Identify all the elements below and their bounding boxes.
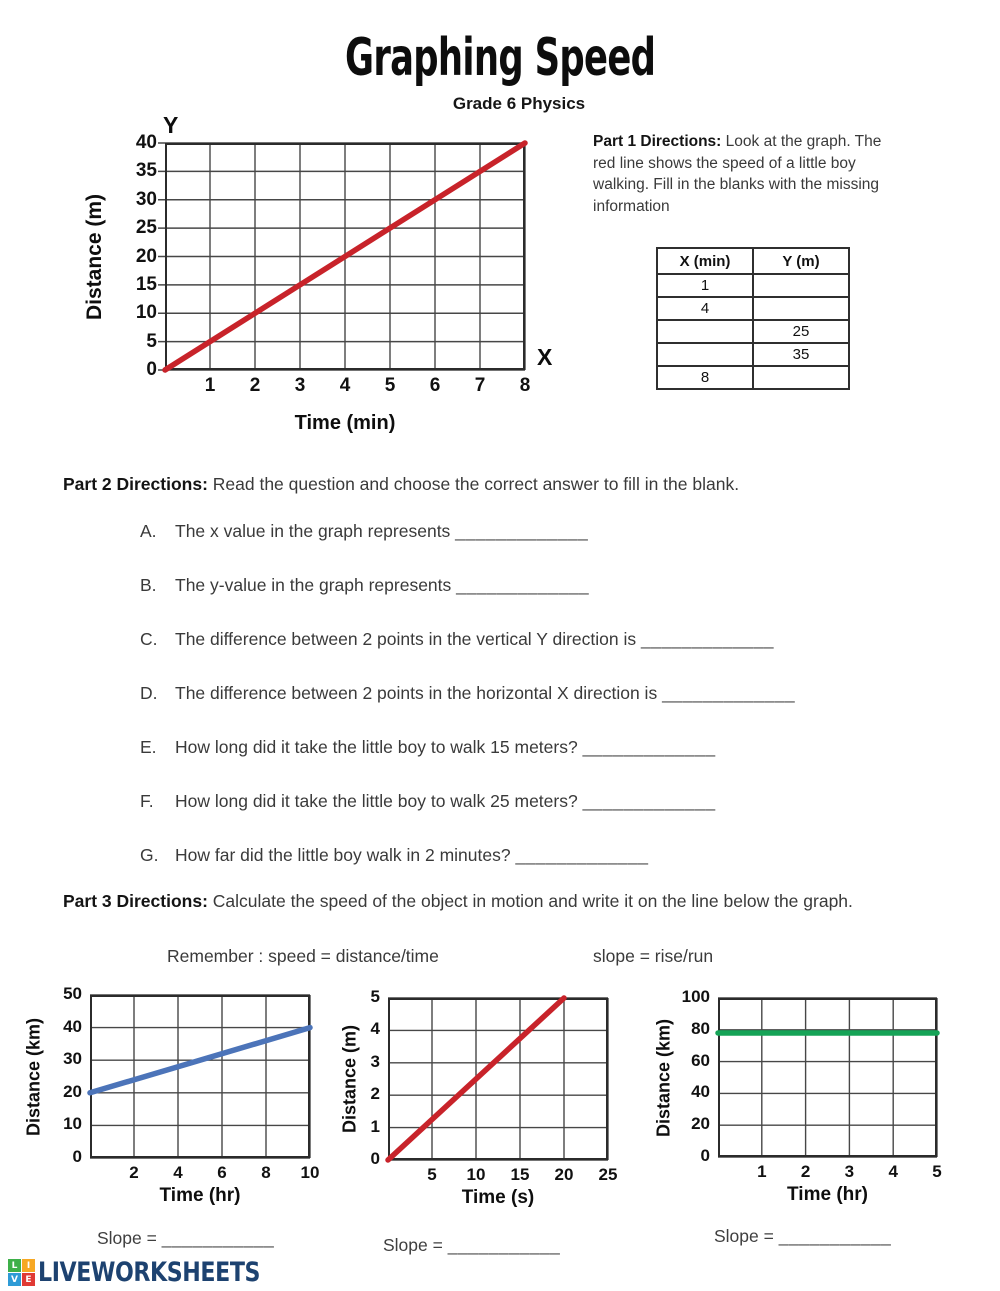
answer-blank[interactable]: _____________ [582,791,716,811]
logo-tile-e: E [22,1273,35,1286]
chart-grid [718,998,937,1157]
part2-body: Read the question and choose the correct answer to fill in the blank. [207,474,740,494]
y-tick-label: 0 [370,1149,380,1168]
question-letter: D. [140,683,158,703]
chart-a-x-axis-label: Time (hr) [159,1185,241,1206]
slope-a-prefix: Slope = [97,1228,157,1248]
question-text: The difference between 2 points in the horizontal X direction is _____________ [175,683,796,703]
y-tick-label: 20 [691,1114,710,1134]
question-row-d [140,683,960,704]
x-tick-label: 10 [466,1165,486,1184]
table-cell: 35 [753,343,849,366]
table-cell-blank[interactable] [753,274,849,297]
logo-tile-v: V [8,1273,21,1286]
x-tick-label: 7 [474,375,486,396]
y-tick-label: 0 [72,1147,82,1166]
y-tick-label: 4 [370,1019,380,1039]
slope-b-blank[interactable]: ___________ [447,1235,561,1255]
x-tick-label: 25 [598,1165,618,1184]
y-tick-label: 1 [370,1116,380,1136]
y-tick-label: 2 [370,1084,380,1104]
part2-questions [140,521,960,899]
y-tick-label: 40 [691,1082,710,1102]
y-tick-label: 30 [63,1049,82,1069]
chart-blue-distance-time [23,984,320,1206]
question-letter: F. [140,791,154,811]
liveworksheets-logo [8,1257,309,1288]
x-tick-label: 1 [204,375,216,396]
question-row-e [140,737,960,758]
x-tick-label: 10 [300,1163,320,1182]
y-tick-label: 0 [146,359,157,380]
slope-a-blank[interactable]: ___________ [161,1228,275,1248]
chart-green-distance-time [653,987,942,1205]
question-text: The difference between 2 points in the vertical Y direction is _____________ [175,629,775,649]
question-row-a [140,521,960,542]
x-tick-label: 3 [844,1162,855,1181]
table-cell-blank[interactable] [657,320,753,343]
chart-b-y-axis-label: Distance (m) [339,1024,360,1134]
x-tick-label: 5 [427,1165,437,1184]
question-letter: C. [140,629,158,649]
question-row-c [140,629,960,650]
x-tick-label: 1 [757,1162,767,1181]
main-distance-time-chart [83,112,553,434]
chart-grid [165,143,525,370]
answer-blank[interactable]: _____________ [662,683,796,703]
slope-answer-b [383,1235,560,1256]
slope-formula: slope = rise/run [593,946,714,966]
x-tick-label: 3 [294,375,306,396]
answer-blank[interactable]: _____________ [515,845,649,865]
chart-red-distance-time [339,987,618,1208]
table-row [657,320,849,343]
part1-table-body [657,274,849,389]
slope-answer-c [714,1226,891,1247]
slope-b-prefix: Slope = [383,1235,443,1255]
y-tick-label: 30 [135,188,157,210]
y-tick-label: 40 [63,1016,82,1036]
y-tick-label: 20 [135,245,157,267]
chart-grid [388,998,608,1160]
x-tick-label: 2 [249,375,261,396]
y-tick-label: 20 [63,1081,82,1101]
y-tick-label: 60 [691,1050,710,1070]
x-axis-letter: X [537,344,553,370]
y-tick-label: 5 [370,987,380,1006]
question-text: The x value in the graph represents _____________ [175,521,589,541]
y-tick-label: 80 [691,1018,710,1038]
table-cell-blank[interactable] [657,343,753,366]
liveworksheets-logo-text: LIVEWORKSHEETS [38,1257,261,1288]
x-tick-label: 2 [800,1162,811,1181]
slope-c-prefix: Slope = [714,1226,774,1246]
table-header-y: Y (m) [753,248,849,274]
chart-b-x-axis-label: Time (s) [461,1187,535,1208]
part3-body: Calculate the speed of the object in motion and write it on the line below the graph. [207,891,853,911]
table-cell: 25 [753,320,849,343]
y-tick-label: 100 [681,987,710,1006]
answer-blank[interactable]: _____________ [582,737,716,757]
y-tick-label: 10 [63,1114,82,1134]
question-text: How far did the little boy walk in 2 minutes? _____________ [175,845,649,865]
table-cell-blank[interactable] [753,297,849,320]
chart-c-y-axis-label: Distance (km) [653,1018,674,1137]
x-tick-label: 8 [519,375,531,396]
part1-table [656,247,850,390]
y-tick-label: 10 [135,302,157,324]
question-letter: E. [140,737,157,757]
question-text: How long did it take the little boy to walk 25 meters? _____________ [175,791,716,811]
x-tick-label: 4 [173,1163,183,1182]
question-row-b [140,575,960,596]
table-cell-blank[interactable] [753,366,849,389]
y-tick-label: 0 [700,1146,710,1165]
part1-heading: Part 1 Directions: [593,133,722,150]
logo-tile-i: I [22,1259,35,1272]
question-letter: B. [140,575,157,595]
page-title: Graphing Speed [344,28,656,88]
part1-body: Look at the graph. The red line shows the speed of a little boy walking. Fill in the blanks with the missing information [593,133,882,215]
x-tick-label: 6 [217,1163,227,1182]
y-tick-label: 15 [135,273,157,295]
x-tick-label: 5 [932,1162,942,1181]
remember-formula: Remember : speed = distance/time [167,946,439,966]
logo-tile-l: L [8,1259,21,1272]
x-tick-label: 8 [261,1163,271,1182]
question-letter: A. [140,521,157,541]
question-row-f [140,791,960,812]
answer-blank[interactable]: _____________ [640,629,775,649]
part1-directions [593,131,897,217]
main-chart-y-axis-label: Distance (m) [83,193,106,320]
x-tick-label: 5 [384,375,396,396]
x-tick-label: 15 [510,1165,530,1184]
question-row-g [140,845,960,866]
main-chart-x-axis-label: Time (min) [294,412,396,434]
y-tick-label: 3 [370,1051,380,1071]
chart-grid [90,995,310,1158]
part3-directions [63,888,953,914]
chart-a-y-axis-label: Distance (km) [23,1017,44,1136]
table-row [657,343,849,366]
y-tick-label: 35 [135,160,157,182]
table-cell: 1 [657,274,753,297]
question-text: The y-value in the graph represents _____________ [175,575,590,595]
question-letter: G. [140,845,159,865]
chart-c-x-axis-label: Time (hr) [787,1184,868,1205]
y-axis-letter: Y [163,112,179,138]
table-cell: 8 [657,366,753,389]
y-tick-label: 40 [135,132,157,153]
page-subtitle: Grade 6 Physics [452,94,586,113]
x-tick-label: 20 [554,1165,574,1184]
part2-directions [63,474,953,495]
answer-blank[interactable]: _____________ [456,575,590,595]
answer-blank[interactable]: _____________ [455,521,589,541]
y-tick-label: 50 [63,984,82,1003]
x-tick-label: 2 [129,1163,139,1182]
x-tick-label: 6 [429,375,441,396]
y-tick-label: 5 [146,330,157,352]
table-cell: 4 [657,297,753,320]
question-text: How long did it take the little boy to walk 15 meters? _____________ [175,737,716,757]
y-tick-label: 25 [135,217,157,239]
table-row [657,274,849,297]
x-tick-label: 4 [339,375,351,396]
x-tick-label: 4 [888,1162,898,1181]
liveworksheets-logo-icon [8,1259,35,1286]
part3-heading: Part 3 Directions: [63,891,208,911]
table-header-x: X (min) [657,248,753,274]
table-row [657,366,849,389]
table-row [657,297,849,320]
slope-answer-a [97,1228,274,1249]
slope-c-blank[interactable]: ___________ [778,1226,892,1246]
part2-heading: Part 2 Directions: [63,474,208,494]
